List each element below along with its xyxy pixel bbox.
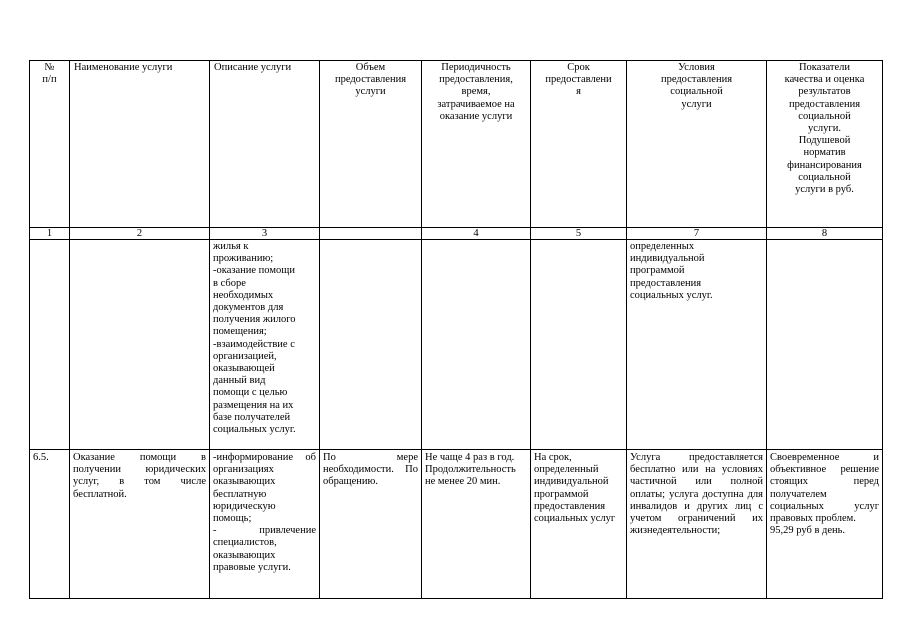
header-row — [30, 61, 883, 228]
header-periodicity: Периодичность предоставления, время, затрачиваемое на оказание услуги — [422, 61, 531, 228]
column-number: 2 — [70, 228, 210, 240]
service-name: Оказание помощи в получении юридических услуг, в том числе бесплатной. — [70, 450, 210, 599]
table-cell — [30, 240, 70, 450]
header-number: № п/п — [30, 61, 70, 228]
column-number: 8 — [767, 228, 883, 240]
service-periodicity: Не чаще 4 раз в год. Продолжительность не менее 20 мин. — [422, 450, 531, 599]
row-number: 6.5. — [30, 450, 70, 599]
table-cell — [422, 240, 531, 450]
column-number: 4 — [422, 228, 531, 240]
service-description: -информирование об организациях оказывающих бесплатную юридическую помощь; - привлечение специалистов, оказывающих правовые услуги. — [210, 450, 320, 599]
service-conditions: Услуга предоставляется бесплатно или на условиях частичной или полной оплаты; услуга доступна для инвалидов и других лиц с учетом ограничений их жизнедеятельности; — [627, 450, 767, 599]
column-number: 3 — [210, 228, 320, 240]
column-number-row — [30, 228, 883, 240]
header-conditions: Условия предоставления социальной услуги — [627, 61, 767, 228]
table-cell — [320, 240, 422, 450]
continued-description: жилья к проживанию; -оказание помощи в сборе необходимых документов для получения жилого помещения; -взаимодействие с организацией, оказывающей данный вид помощи с целью размещения на их базе получателей социальных услуг. — [210, 240, 320, 450]
column-number: 5 — [531, 228, 627, 240]
table-cell — [531, 240, 627, 450]
table-cell — [70, 240, 210, 450]
header-service-name: Наименование услуги — [70, 61, 210, 228]
table-cell — [767, 240, 883, 450]
header-service-description: Описание услуги — [210, 61, 320, 228]
service-quality: Своевременное и объективное решение стоящих перед получателем социальных услуг правовых проблем. 95,29 руб в день. — [767, 450, 883, 599]
column-number — [320, 228, 422, 240]
header-volume: Объем предоставления услуги — [320, 61, 422, 228]
header-term: Срок предоставлени я — [531, 61, 627, 228]
services-table — [29, 60, 883, 599]
service-term: На срок, определенный индивидуальной программой предоставления социальных услуг — [531, 450, 627, 599]
table-row — [30, 450, 883, 599]
service-volume: По мере необходимости. По обращению. — [320, 450, 422, 599]
header-quality-indicators: Показатели качества и оценка результатов предоставления социальной услуги. Подушевой норматив финансирования социальной услуги в руб. — [767, 61, 883, 228]
continuation-row — [30, 240, 883, 450]
continued-conditions: определенных индивидуальной программой предоставления социальных услуг. — [627, 240, 767, 450]
column-number: 1 — [30, 228, 70, 240]
column-number: 7 — [627, 228, 767, 240]
